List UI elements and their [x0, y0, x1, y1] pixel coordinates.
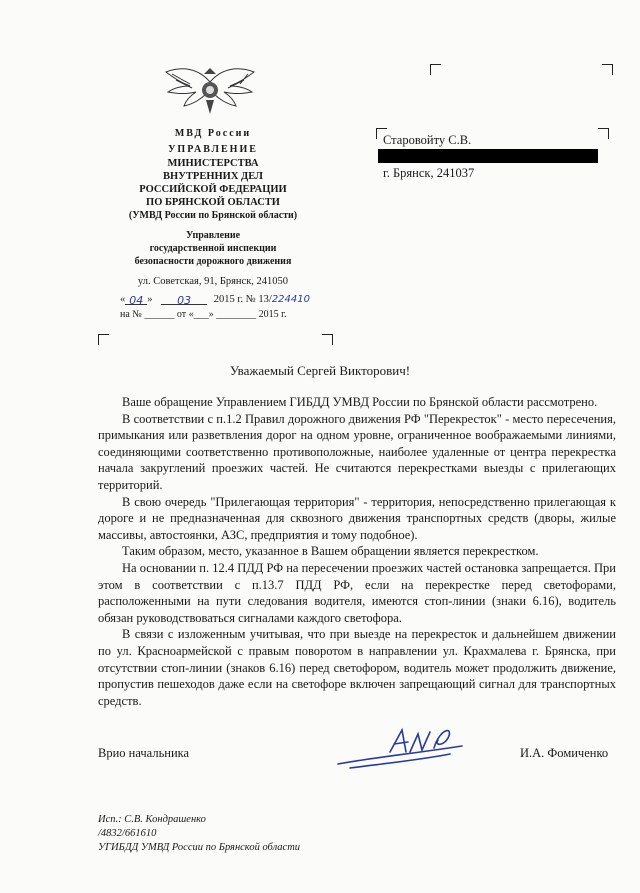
number-value: 224410 — [271, 294, 310, 305]
subdivision-line: Управление — [185, 230, 241, 241]
paragraph: В связи с изложенным учитывая, что при выезде на перекресток и дальнейшем движении по ул. Красноармейской с правым поворотом в направлении ул. Крахмалева г. Брянска, при отсутствии стоп-линии (знаков 6.16) перед светофором, водитель может продолжить движение, пропустив пешеходов даже если на светофоре включен запрещающий сигнал для транспортных средств. — [98, 627, 616, 708]
executor-name: Исп.: С.В. Кондрашенко — [98, 814, 206, 825]
number-prefix: № 13/ — [245, 294, 272, 305]
signatory-position: Врио начальника — [98, 746, 190, 760]
corner-mark — [98, 334, 109, 345]
paragraph: Таким образом, место, указанное в Вашем обращении является перекрестком. — [122, 544, 539, 559]
directorate-line: РОССИЙСКОЙ ФЕДЕРАЦИИ — [139, 184, 287, 195]
date-day: 04 — [125, 294, 147, 305]
corner-mark — [430, 64, 441, 75]
paragraph: На основании п. 12.4 ПДД РФ на пересечении проезжих частей остановка запрещается. При этом в соответствии с п.13.7 ПДД РФ, если на перекрестке перед светофорами, расположенными на пути следования водителя, имеются стоп-линии (знаки 6.16), водитель обязан руководствоваться сигналами каждого светофора. — [98, 560, 616, 625]
signatory-name: И.А. Фомиченко — [520, 746, 609, 760]
reference-line: на № ______ от «___» ________ 2015 г. — [120, 309, 287, 320]
directorate-line: ВНУТРЕННИХ ДЕЛ — [163, 171, 263, 182]
address: ул. Советская, 91, Брянск, 241050 — [137, 276, 289, 287]
greeting: Уважаемый Сергей Викторович! — [229, 363, 411, 378]
corner-mark — [598, 128, 609, 139]
subdivision-line: безопасности дорожного движения — [134, 256, 292, 267]
paragraph: Ваше обращение Управлением ГИБДД УМВД России по Брянской области рассмотрено. — [122, 395, 598, 409]
paragraph: В соответствии с п.1.2 Правил дорожного движения РФ "Перекресток" - место пересечения, примыкания или разветвления дорог на одном уровне, ограниченное воображаемыми линиями, соединяющими соответственно противоположные, наиболее удаленные от центра перекрестка начала закруглений проезжих частей. Не считаются перекрестками выезды с прилегающих территорий. — [98, 411, 616, 492]
handwritten-signature-icon — [330, 722, 470, 770]
executor-department: УГИБДД УМВД России по Брянской области — [98, 842, 301, 853]
date-month: 03 — [161, 294, 207, 305]
directorate-label: УПРАВЛЕНИЕ — [168, 144, 258, 155]
directorate-abbrev: (УМВД России по Брянской области) — [128, 210, 298, 221]
date-number-line: « 04 » 03 2015 г. № 13/224410 — [120, 294, 310, 307]
recipient-city: г. Брянск, 241037 — [383, 166, 475, 180]
directorate-line: ПО БРЯНСКОЙ ОБЛАСТИ — [146, 197, 280, 208]
directorate-name — [96, 157, 330, 222]
mvd-eagle-emblem-icon — [160, 60, 260, 120]
executor-phone: /4832/661610 — [98, 828, 157, 839]
corner-mark — [602, 64, 613, 75]
recipient-name: Старовойту С.В. — [383, 133, 472, 147]
letter-body — [98, 394, 616, 709]
corner-mark — [322, 334, 333, 345]
directorate-line: МИНИСТЕРСТВА — [167, 158, 259, 169]
subdivision-line: государственной инспекции — [149, 243, 277, 254]
date-year: 2015 г. — [213, 294, 244, 305]
subdivision-name — [96, 229, 330, 268]
ministry-label: МВД России — [174, 128, 252, 139]
paragraph: В свою очередь "Прилегающая территория" - территория, непосредственно прилегающая к дороге и не предназначенная для сквозного движения транспортных средств (дворы, жилые массивы, автостоянки, АЗС, предприятия и тому подобное). — [98, 494, 616, 542]
redacted-address-bar — [378, 149, 598, 163]
